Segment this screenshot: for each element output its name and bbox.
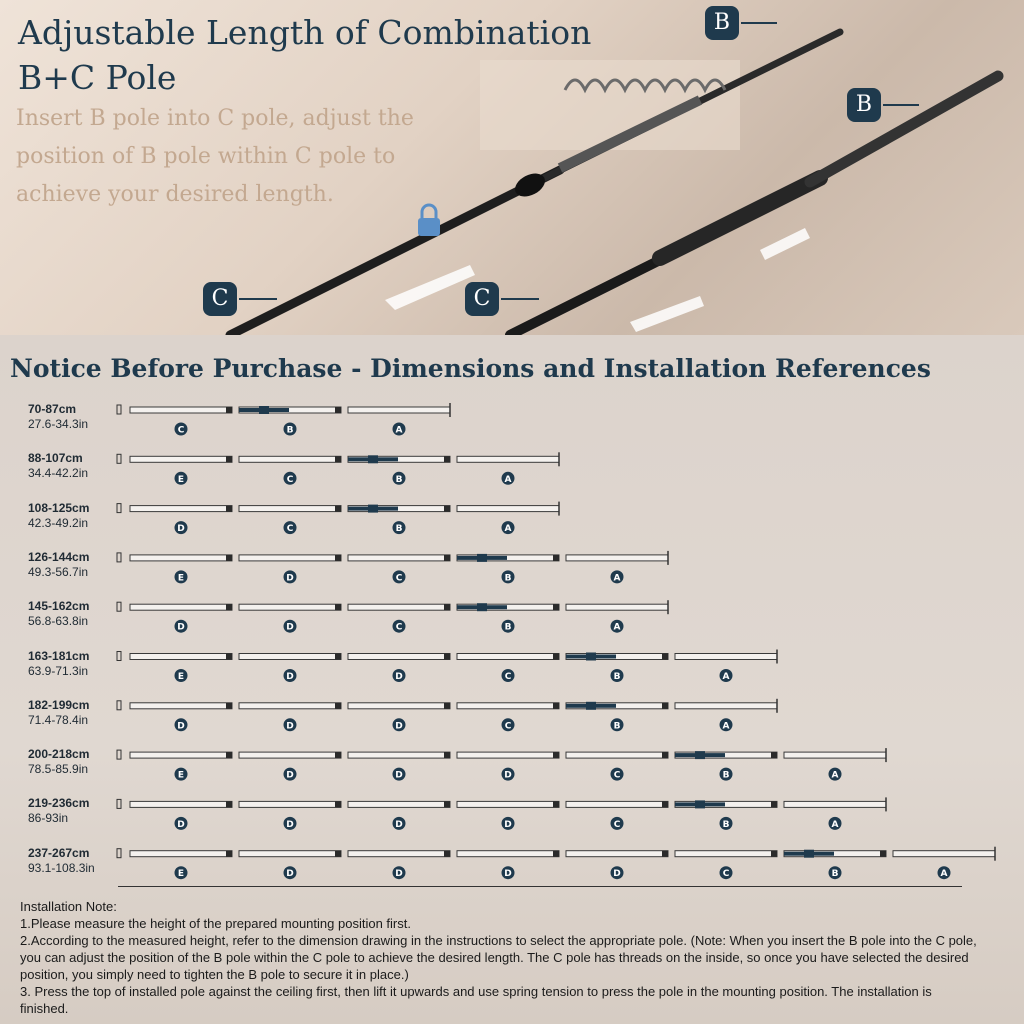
pole-connector (444, 654, 450, 660)
pole-connector (444, 752, 450, 758)
row-label-in: 71.4-78.4in (28, 712, 89, 727)
pole-tube (348, 654, 450, 660)
pole-segment-d (239, 851, 341, 880)
pole-tube (457, 801, 559, 807)
pole-tube (348, 752, 450, 758)
pole-connector (226, 752, 232, 758)
pole-segment-c (348, 604, 450, 633)
pole-letter: C (286, 524, 294, 535)
pole-letter: A (613, 622, 621, 633)
pole-connector (226, 506, 232, 512)
pole-connector (226, 703, 232, 709)
pole-tube (566, 555, 668, 561)
pole-tube (784, 752, 886, 758)
pole-segment-d (130, 506, 232, 534)
pole-connector (662, 654, 668, 660)
row-label-cm: 182-199cm (28, 697, 90, 712)
pole-connector (553, 703, 559, 709)
row-label-in: 42.3-49.2in (28, 515, 89, 530)
tag-b-right: B (847, 88, 881, 122)
pole-segment-c (348, 555, 450, 584)
pole-letter: D (504, 770, 512, 781)
row-label-cm: 70-87cm (28, 402, 77, 416)
hero-subtitle: Insert B pole into C pole, adjust the position of B pole within C pole to achieve your desired length. (16, 106, 414, 207)
row-label-cm: 200-218cm (28, 747, 90, 762)
pole-connector (553, 555, 559, 561)
pole-tube (130, 851, 232, 857)
pole-tube (239, 555, 341, 561)
pole-segment-d (457, 851, 559, 880)
pole-tube (239, 654, 341, 660)
pole-tube (348, 555, 450, 561)
pole-connector (335, 407, 341, 413)
pole-letter: B (395, 474, 403, 485)
pole-segment-d (457, 801, 559, 830)
pole-letter: D (177, 622, 185, 633)
pole-end-cap (117, 602, 121, 611)
pole-knob (477, 554, 487, 562)
pole-tube (348, 703, 450, 709)
pole-connector (662, 703, 668, 709)
pole-connector (444, 801, 450, 807)
pole-letter: B (722, 819, 730, 830)
row-label-in: 56.8-63.8in (28, 614, 89, 629)
pole-segment-c (457, 703, 559, 732)
pole-letter: D (395, 672, 403, 682)
notice-title: Notice Before Purchase - Dimensions and Installation References (10, 354, 931, 383)
pole-connector (335, 654, 341, 660)
pole-segment-d (130, 801, 232, 830)
pole-letter: E (177, 672, 185, 682)
pole-letter: B (831, 869, 839, 880)
pole-segment-d (566, 851, 668, 880)
pole-letter: C (504, 721, 512, 732)
pole-connector (335, 456, 341, 462)
pole-connector (553, 851, 559, 857)
pole-segment-d (348, 752, 450, 781)
pole-tube (130, 752, 232, 758)
pole-connector (226, 407, 232, 413)
pole-connector (226, 654, 232, 660)
pole-tube (130, 506, 232, 512)
pole-segment-a (784, 748, 886, 781)
pole-letter: C (504, 672, 512, 682)
installation-heading: Installation Note: (20, 899, 117, 914)
pole-segment-b (457, 554, 559, 584)
pole-connector (226, 555, 232, 561)
tag-c-center: C (465, 282, 499, 316)
pole-tube (457, 654, 559, 660)
pole-connector (335, 604, 341, 610)
pole-tube (348, 851, 450, 857)
pole-connector (662, 851, 668, 857)
pole-tube (130, 703, 232, 709)
pole-connector (335, 801, 341, 807)
pole-letter: E (177, 474, 185, 485)
pole-tube (348, 407, 450, 413)
pole-segment-d (130, 703, 232, 732)
pole-segment-b (784, 850, 886, 880)
tag-c-left: C (203, 282, 237, 316)
pole-knob (586, 653, 596, 661)
pole-letter: D (613, 869, 621, 880)
pole-end-cap (117, 799, 121, 808)
pole-segment-d (239, 604, 341, 633)
pole-segment-b (675, 751, 777, 781)
pole-segment-a (457, 452, 559, 485)
pole-segment-a (566, 600, 668, 633)
pole-letter: D (395, 819, 403, 830)
pole-knob (804, 850, 814, 858)
pole-segment-c (239, 456, 341, 485)
pole-tube (457, 456, 559, 462)
pole-end-cap (117, 504, 121, 513)
row-label-cm: 126-144cm (28, 549, 90, 564)
pole-letter: C (286, 474, 294, 485)
pole-letter: E (177, 869, 185, 880)
row-label-cm: 145-162cm (28, 599, 90, 614)
pole-segment-c (675, 851, 777, 880)
pole-letter: C (395, 622, 403, 633)
pole-tube (239, 506, 341, 512)
pole-tube (130, 654, 232, 660)
pole-letter: A (395, 425, 403, 436)
pole-segment-d (130, 604, 232, 633)
pole-letter: D (504, 869, 512, 880)
pole-knob (695, 751, 705, 759)
pole-end-cap (117, 405, 121, 414)
pole-connector (553, 604, 559, 610)
row-label-in: 27.6-34.3in (28, 417, 89, 431)
pole-letter: D (177, 819, 185, 830)
pole-segment-d (348, 654, 450, 683)
pole-connector (553, 752, 559, 758)
pole-connector (444, 506, 450, 512)
row-label-in: 93.1-108.3in (28, 860, 95, 875)
pole-connector (771, 851, 777, 857)
pole-segment-c (457, 654, 559, 683)
pole-letter: D (286, 672, 294, 682)
pole-knob (477, 603, 487, 611)
pole-segment-c (566, 801, 668, 830)
pole-tube (239, 604, 341, 610)
pole-letter: E (177, 770, 185, 781)
pole-letter: C (613, 819, 621, 830)
row-label-in: 63.9-71.3in (28, 663, 89, 678)
pole-tube (566, 604, 668, 610)
row-label-cm: 237-267cm (28, 845, 90, 860)
pole-segment-b (348, 455, 450, 485)
pole-knob (368, 505, 378, 513)
pole-tube (130, 555, 232, 561)
row-label-in: 86-93in (28, 811, 69, 826)
pole-connector (444, 555, 450, 561)
pole-letter: B (613, 721, 621, 732)
pole-tube (675, 654, 777, 660)
pole-segment-d (348, 703, 450, 732)
pole-tube (130, 407, 232, 413)
pole-segment-b (457, 603, 559, 633)
pole-tube (239, 703, 341, 709)
pole-tube (130, 456, 232, 462)
row-label-in: 49.3-56.7in (28, 564, 89, 579)
pole-segment-d (457, 752, 559, 781)
pole-connector (880, 851, 886, 857)
pole-segment-b (239, 406, 341, 436)
pole-segment-b (566, 702, 668, 732)
pole-segment-c (130, 407, 232, 436)
pole-segment-a (457, 502, 559, 534)
pole-letter: A (722, 672, 730, 682)
pole-connector (335, 752, 341, 758)
pole-letter: D (286, 622, 294, 633)
pole-letter: C (722, 869, 730, 880)
pole-knob (259, 406, 269, 414)
pole-tube (348, 604, 450, 610)
pole-tube (130, 604, 232, 610)
pole-segment-e (130, 654, 232, 683)
pole-segment-d (348, 851, 450, 880)
row-label-cm: 219-236cm (28, 796, 90, 811)
row-label-in: 34.4-42.2in (28, 466, 89, 481)
pole-letter: D (177, 524, 185, 535)
pole-segment-a (675, 650, 777, 683)
pole-letter: D (504, 819, 512, 830)
installation-step-3: 3. Press the top of installed pole against the ceiling first, then lift it upwards and use spring tension to press the pole in the mounting position. The installation is finished. (20, 984, 932, 1016)
pole-letter: C (613, 770, 621, 781)
installation-step-1: 1.Please measure the height of the prepared mounting position first. (20, 916, 411, 931)
installation-step-2: 2.According to the measured height, refer to the dimension drawing in the instructions to select the appropriate pole. (Note: When you insert the B pole into the C pole, you can adjust the position of the B pole within the C pole to achieve the desired length. The C pole has threads on the inside, so once you have selected the desired position, you simply need to tighten the B pole to secure it in place.) (20, 933, 977, 982)
pole-segment-d (348, 801, 450, 830)
pole-letter: B (722, 770, 730, 781)
pole-tube (239, 851, 341, 857)
pole-connector (444, 703, 450, 709)
pole-letter: D (395, 721, 403, 732)
pole-connector (444, 851, 450, 857)
diagram-baseline (118, 886, 962, 887)
pole-letter: D (286, 819, 294, 830)
pole-segment-d (239, 703, 341, 732)
pole-connector (335, 851, 341, 857)
pole-letter: C (395, 573, 403, 584)
pole-connector (226, 456, 232, 462)
pole-segment-a (675, 699, 777, 732)
pole-letter: A (504, 474, 512, 485)
pole-letter: A (722, 721, 730, 732)
pole-segment-a (348, 403, 450, 436)
pole-tube (239, 801, 341, 807)
pole-connector (335, 703, 341, 709)
pole-end-cap (117, 454, 121, 463)
pole-letter: C (177, 425, 185, 436)
pole-tube (566, 851, 668, 857)
pole-tube (566, 801, 668, 807)
pole-knob (695, 800, 705, 808)
pole-letter: D (395, 869, 403, 880)
pole-tube (784, 801, 886, 807)
pole-segment-d (239, 555, 341, 584)
pole-tube (457, 851, 559, 857)
pole-segment-b (675, 800, 777, 830)
pole-connector (335, 555, 341, 561)
pole-tube (457, 703, 559, 709)
pole-connector (553, 801, 559, 807)
pole-connector (771, 752, 777, 758)
pole-end-cap (117, 849, 121, 858)
pole-letter: B (504, 573, 512, 584)
pole-tube (239, 752, 341, 758)
row-label-cm: 108-125cm (28, 500, 90, 515)
row-label-cm: 88-107cm (28, 451, 83, 466)
tag-b-top: B (705, 6, 739, 40)
pole-segment-d (239, 654, 341, 683)
pole-segment-b (566, 653, 668, 683)
pole-letter: A (831, 819, 839, 830)
pole-tube (893, 851, 995, 857)
pole-segment-a (893, 847, 995, 880)
pole-letter: A (504, 524, 512, 535)
pole-connector (444, 604, 450, 610)
pole-segment-e (130, 851, 232, 880)
pole-end-cap (117, 750, 121, 759)
pole-connector (553, 654, 559, 660)
pole-segment-c (566, 752, 668, 781)
hero-title: Adjustable Length of Combination B+C Pole (18, 13, 592, 97)
pole-connector (662, 801, 668, 807)
pole-end-cap (117, 701, 121, 710)
pole-segment-a (784, 797, 886, 830)
pole-end-cap (117, 652, 121, 661)
pole-connector (226, 851, 232, 857)
pole-segment-e (130, 456, 232, 485)
pole-letter: B (395, 524, 403, 535)
pole-tube (239, 456, 341, 462)
row-label-in: 78.5-85.9in (28, 762, 89, 777)
pole-segment-a (566, 551, 668, 584)
pole-tube (566, 752, 668, 758)
pole-tube (130, 801, 232, 807)
pole-letter: D (177, 721, 185, 732)
pole-letter: D (286, 869, 294, 880)
pole-letter: A (940, 869, 948, 880)
pole-tube (457, 752, 559, 758)
pole-segment-c (239, 506, 341, 534)
pole-segment-e (130, 752, 232, 781)
pole-knob (368, 455, 378, 463)
pole-letter: D (395, 770, 403, 781)
pole-connector (335, 506, 341, 512)
pole-tube (675, 851, 777, 857)
pole-letter: B (504, 622, 512, 633)
pole-letter: B (613, 672, 621, 682)
pole-letter: D (286, 770, 294, 781)
pole-letter: D (286, 721, 294, 732)
pole-end-cap (117, 553, 121, 562)
pole-knob (586, 702, 596, 710)
pole-tube (675, 703, 777, 709)
pole-letter: A (613, 573, 621, 584)
pole-tube (348, 801, 450, 807)
pole-tube (457, 506, 559, 512)
pole-segment-d (239, 801, 341, 830)
pole-letter: D (286, 573, 294, 584)
pole-segment-b (348, 505, 450, 534)
installation-note (20, 898, 980, 1017)
pole-connector (771, 801, 777, 807)
pole-connector (226, 801, 232, 807)
pole-letter: E (177, 573, 185, 584)
row-label-cm: 163-181cm (28, 648, 90, 663)
pole-connector (226, 604, 232, 610)
pole-segment-d (239, 752, 341, 781)
pole-connector (444, 456, 450, 462)
pole-segment-e (130, 555, 232, 584)
pole-connector (662, 752, 668, 758)
pole-letter: A (831, 770, 839, 781)
pole-letter: B (286, 425, 294, 436)
